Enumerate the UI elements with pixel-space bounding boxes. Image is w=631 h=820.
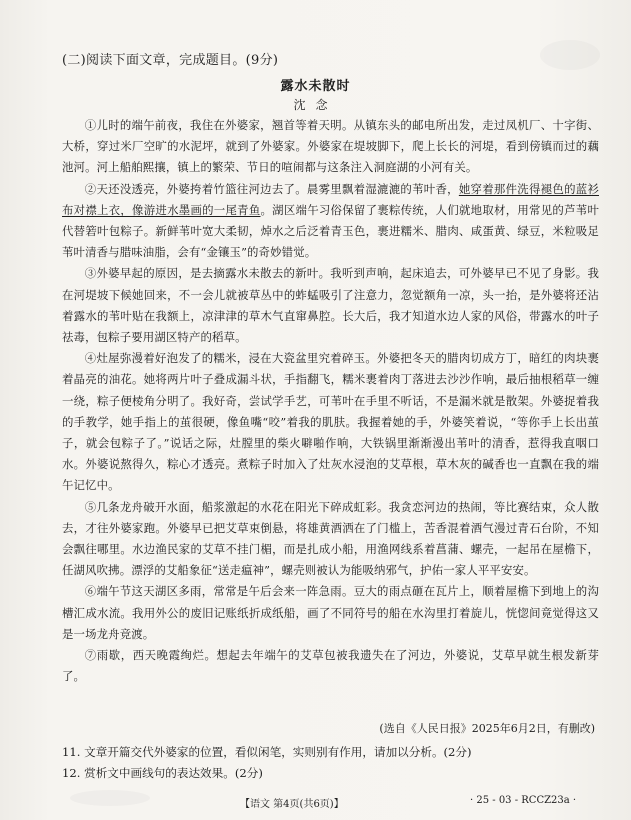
section-title: (二)阅读下面文章，完成题目。(9分): [62, 53, 279, 68]
footer-code: · 25 - 03 - RCCZ23a ·: [470, 795, 577, 806]
question-12: 12. 赏析文中画线句的表达效果。(2分): [62, 766, 263, 780]
paragraph-1: ①儿时的端午前夜，我住在外婆家，翘首等着天明。从镇东头的邮电所出发，走过凤机厂、十字街、大桥，穿过米厂空旷的水泥坪，就到了外婆家。外婆家在堤坡脚下，爬上长长的河堤，看到傍镇而过的藕池河。河上船舶熙攘，镇上的繁荣、节日的喧闹都与这条注入洞庭湖的小河有关。: [62, 118, 599, 175]
page-smudge: [70, 790, 150, 806]
paragraph-6: ⑥端午节这天湖区多雨，常常是午后会来一阵急雨。豆大的雨点砸在瓦片上，顺着屋檐下到地上的沟槽汇成水流。我用外公的废旧记账纸折成纸船，画了不同符号的船在水沟里打着旋儿，恍惚间竟觉得这又是一场龙舟竞渡。: [62, 584, 599, 641]
paragraph-7: ⑦雨歇，西天晚霞绚烂。想起去年端午的艾草包被我遗失在了河边，外婆说，艾草早就生根发新芽了。: [62, 648, 599, 684]
paragraph-2: [62, 179, 599, 264]
article-title: 露水未散时: [280, 79, 351, 94]
underlined-sentence: 她穿着那件洗得褪色的蓝衫布对襟上衣，像游进水墨画的一尾青鱼: [62, 181, 599, 217]
paragraph-2-lead: ②天还没透亮，外婆挎着竹篮往河边去了。晨雾里飘着湿漉漉的苇叶香，: [84, 181, 459, 196]
page-smudge: [540, 40, 600, 70]
paragraph-5: ⑤几条龙舟破开水面，船浆激起的水花在阳光下碎成虹彩。我贪恋河边的热闹，等比赛结束，众人散去，才往外婆家跑。外婆早已把艾草束倒悬，将雄黄酒洒在了门槛上，苦香混着酒气漫过青石台阶，不知会飘往哪里。水边渔民家的艾草不挂门楣，而是扎成小船，用渔网线系着菖蒲、螺壳，一起吊在屋檐下，任湖风吹拂。漂浮的艾船象征“送走瘟神”，螺壳则被认为能吸纳邪气，护佑一家人平平安安。: [62, 499, 599, 578]
paragraph-4: ④灶屋弥漫着好泡发了的糯米，浸在大瓷盆里究着碎玉。外婆把冬天的腊肉切成方丁，暗红的肉块裹着晶亮的油花。她将两片叶子叠成漏斗状，手指翻飞，糯米裹着肉丁落进去沙沙作响，最后抽根稻草一缠一绕，粽子便棱角分明了。我好奇，尝试学手艺，可苇叶在手里不听话，不是漏米就是散架。外婆捉着我的手教学，她手指上的茧很硬，像鱼嘴“咬”着我的肌肤。我握着她的手，外婆笑着说，“等你手上长出茧子，就会包粽子了。”说话之际，灶膛里的柴火噼啪作响，大铁锅里渐渐漫出苇叶的清香，惹得我直咽口水。外婆说熬得久，粽心才透亮。煮粽子时加入了灶灰水浸泡的艾草根，草木灰的碱香也一直飘在我的端午记忆中。: [62, 351, 599, 493]
question-11: 11. 文章开篇交代外婆家的位置，看似闲笔，实则别有作用，请加以分析。(2分): [62, 745, 472, 759]
article-body: [62, 115, 599, 687]
footer-page-info: 【语文 第4页(共6页)】: [240, 799, 344, 810]
article-source: (选自《人民日报》2025年6月2日，有删改): [379, 722, 595, 735]
paragraph-3: ③外婆早起的原因，是去摘露水未散去的新叶。我听到声响，起床追去，可外婆早已不见了身影。我在河堤坡下候她回来，不一会儿就被草丛中的蚱蜢吸引了注意力，忽觉额角一凉，头一抬，是外婆将还沾着露水的苇叶贴在我额上，凉津津的草木气直窜鼻腔。长大后，我才知道水边人家的风俗，带露水的叶子祛毒，包粽子要用湖区特产的稻草。: [62, 266, 599, 345]
article-author: 沈念: [293, 98, 338, 112]
paragraph-2-rest: 。湖区端午习俗保留了裹粽传统，人们就地取材，用常见的芦苇叶代替箬叶包粽子。新鲜苇叶宽大柔韧，焯水之后泛着青玉色，裹进糯米、腊肉、咸蛋黄、绿豆，米粒吸足苇叶清香与腊味油脂，会有“金镶玉”的奇妙错觉。: [62, 202, 599, 260]
